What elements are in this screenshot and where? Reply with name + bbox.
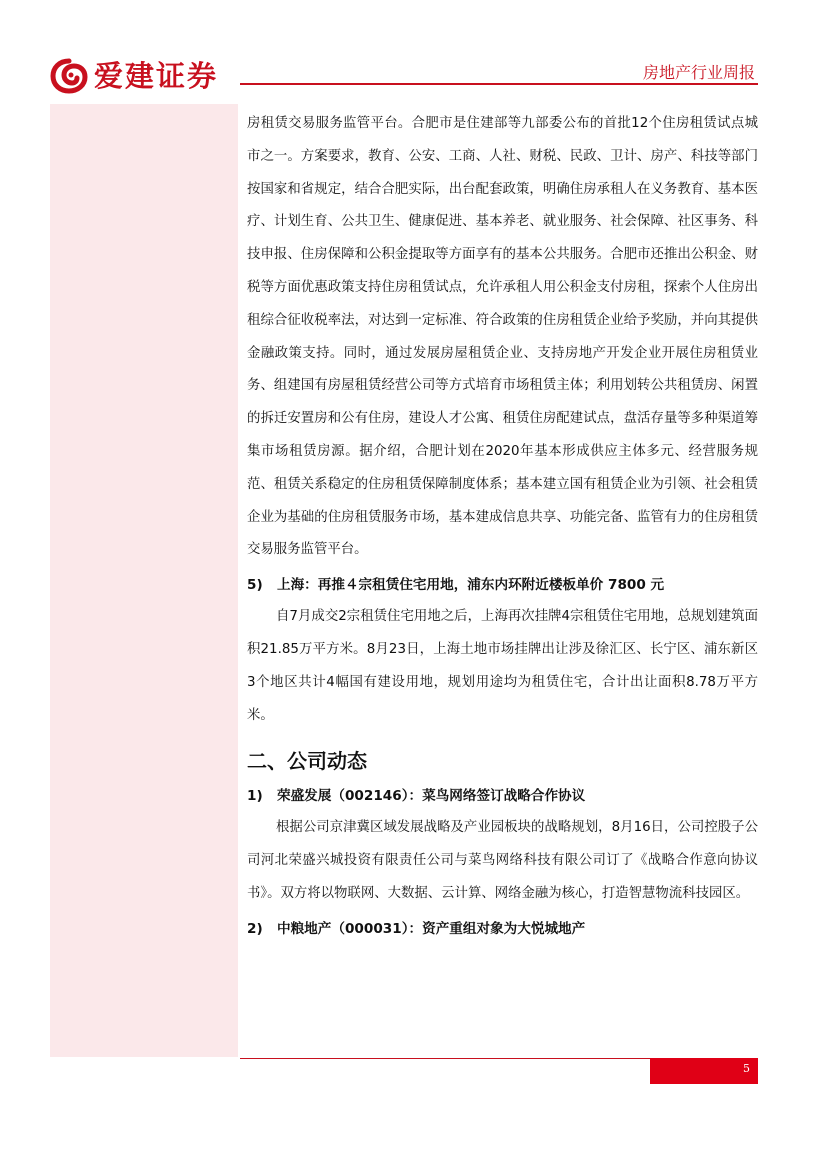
page-number-box [650, 1058, 758, 1084]
subheading-number: 1) [247, 788, 263, 805]
subheading-number: 5) [247, 577, 263, 594]
subheading-shanghai [247, 569, 758, 601]
report-title: 房地产行业周报 [642, 63, 755, 82]
brand-name: 爱建证券 [94, 59, 219, 93]
subheading-title: 荣盛发展（002146）：菜鸟网络签订战略合作协议 [277, 788, 586, 805]
subheading-title: 中粮地产（000031）：资产重组对象为大悦城地产 [277, 920, 586, 937]
subheading-cofco [247, 913, 758, 945]
brand-logo-icon [50, 58, 88, 94]
subheading-title: 上海：再推４宗租赁住宅用地，浦东内环附近楼板单价 7800 元 [277, 577, 665, 594]
header-divider [240, 83, 758, 85]
section-heading-company-news: 二、公司动态 [247, 749, 367, 774]
paragraph-shanghai-land: 自7月成交2宗租赁住宅用地之后，上海再次挂牌4宗租赁住宅用地，总规划建筑面积21.85万平方米。8月23日，上海土地市场挂牌出让涉及徐汇区、长宁区、浦东新区3个地区共计4幅国有建设用地，规划用途均为租赁住宅，合计出让面积8.78万平方米。 [247, 609, 758, 723]
subheading-rongsheng [247, 780, 758, 812]
main-content [247, 108, 758, 945]
subheading-number: 2) [247, 920, 263, 937]
brand-logo [50, 56, 218, 96]
paragraph-hefei-rental: 房租赁交易服务监管平台。合肥市是住建部等九部委公布的首批12个住房租赁试点城市之一。方案要求，教育、公安、工商、人社、财税、民政、卫计、房产、科技等部门按国家和省规定，结合合肥实际，出台配套政策，明确住房承租人在义务教育、基本医疗、计划生育、公共卫生、健康促进、基本养老、就业服务、社会保障、社区事务、科技申报、住房保障和公积金提取等方面享有的基本公共服务。合肥市还推出公积金、财税等方面优惠政策支持住房租赁试点，允许承租人用公积金支付房租，探索个人住房出租综合征收税率法，对达到一定标准、符合政策的住房租赁企业给予奖励，并向其提供金融政策支持。同时，通过发展房屋租赁企业、支持房地产开发企业开展住房租赁业务、组建国有房屋租赁经营公司等方式培育市场租赁主体；利用划转公共租赁房、闲置的拆迁安置房和公有住房，建设人才公寓、租赁住房配建试点，盘活存量等多种渠道筹集市场租赁房源。据介绍，合肥计划在2020年基本形成供应主体多元、经营服务规范、租赁关系稳定的住房租赁保障制度体系；基本建立国有租赁企业为引领、社会租赁企业为基础的住房租赁服务市场，基本建成信息共享、功能完备、监管有力的住房租赁交易服务监管平台。 [247, 116, 758, 558]
paragraph-rongsheng-cainiao: 根据公司京津冀区域发展战略及产业园板块的战略规划，8月16日，公司控股子公司河北荣盛兴城投资有限责任公司与菜鸟网络科技有限公司订了《战略合作意向协议书》。双方将以物联网、大数据、云计算、网络金融为核心，打造智慧物流科技园区。 [247, 820, 758, 901]
page-number: 5 [743, 1062, 750, 1075]
sidebar-panel [50, 104, 238, 1057]
